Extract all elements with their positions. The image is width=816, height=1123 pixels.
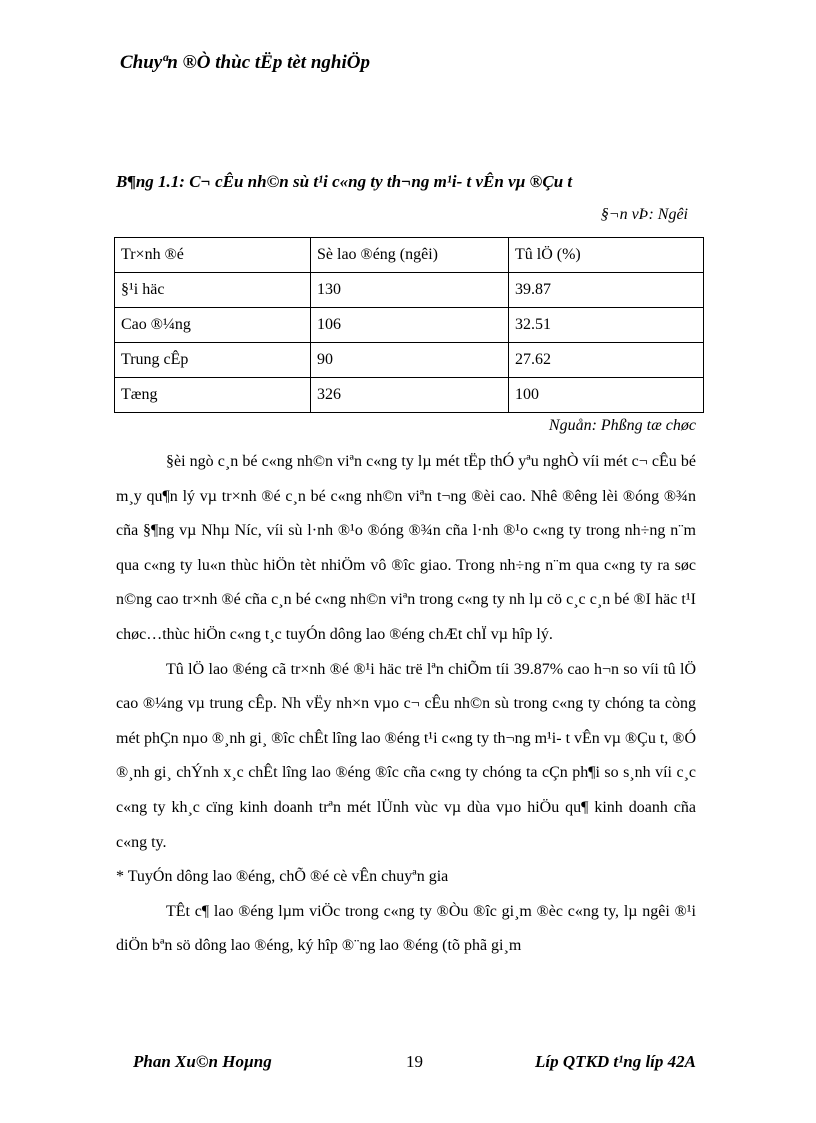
header-cell-count: Sè lao ®éng (ngêi)	[311, 238, 509, 273]
cell-ratio: 27.62	[509, 343, 704, 378]
table-row	[115, 343, 704, 378]
footer-class: Líp QTKD t¹ng líp 42A	[535, 1052, 696, 1071]
page-number: 19	[406, 1052, 423, 1071]
table-row	[115, 273, 704, 308]
header-cell-level: Tr×nh ®é	[115, 238, 311, 273]
footer-author: Phan Xu©n Hoµng	[133, 1052, 272, 1071]
cell-ratio: 39.87	[509, 273, 704, 308]
running-header: Chuyªn ®Ò thùc tËp tèt nghiÖp	[120, 52, 370, 73]
cell-count: 106	[311, 308, 509, 343]
paragraph: Tû lÖ lao ®éng cã tr×nh ®é ®¹i häc trë lªn chiÕm tíi 39.87% cao h¬n so víi tû lÖ cao ®¼ng vµ trung cÊp. Nh vËy nh×n vµo c¬ cÊu nh©n sù trong c«ng ty chóng ta còng mét phÇn nµo ®¸nh gi¸ ®îc chÊt lîng lao ®éng t¹i c«ng ty th¬ng m¹i- t vÊn vµ ®Çu t, ®Ó ®¸nh gi¸ chÝnh x¸c chÊt lîng lao ®éng ®îc cña c«ng ty chóng ta cÇn ph¶i so s¸nh víi c¸c c«ng ty kh¸c cïng kinh doanh trªn mét lÜnh vùc vµ dùa vµo hiÖu qu¶ kinh doanh cña c«ng ty.	[116, 660, 696, 851]
table-row	[115, 308, 704, 343]
table-source-note: Nguån: Phßng tæ chøc	[548, 417, 696, 434]
table-unit-note: §¬n vÞ: Ngêi	[600, 206, 688, 223]
cell-count: 326	[311, 378, 509, 413]
table-row-total	[115, 378, 704, 413]
cell-ratio: 100	[509, 378, 704, 413]
cell-level: Tæng	[115, 378, 311, 413]
header-cell-ratio: Tû lÖ (%)	[509, 238, 704, 273]
cell-level: §¹i häc	[115, 273, 311, 308]
cell-level: Cao ®¼ng	[115, 308, 311, 343]
section-bullet: * TuyÓn dông lao ®éng, chÕ ®é cè vÊn chuyªn gia	[116, 868, 449, 886]
paragraph: §èi ngò c¸n bé c«ng nh©n viªn c«ng ty lµ mét tËp thÓ yªu nghÒ víi mét c¬ cÊu bé m¸y qu¶n lý vµ tr×nh ®é c¸n bé c«ng nh©n viªn t¬ng ®èi cao. Nhê ®êng lèi ®óng ®¾n cña §¶ng vµ Nhµ Níc, víi sù l·nh ®¹o ®óng ®¾n cña l·nh ®¹o c«ng ty trong nh÷ng n¨m qua c«ng ty lu«n thùc hiÖn tèt nhiÖm vô ®îc giao. Trong nh÷ng n¨m qua c«ng ty ra søc n©ng cao tr×nh ®é cña c¸n bé c«ng nh©n viªn trong c«ng ty nh lµ cö c¸c c¸n bé ®I häc t¹I chøc…thùc hiÖn c«ng t¸c tuyÓn dông lao ®éng chÆt chÏ vµ hîp lý.	[116, 453, 696, 643]
cell-level: Trung cÊp	[115, 343, 311, 378]
table-caption: B¶ng 1.1: C¬ cÊu nh©n sù t¹i c«ng ty th¬ng m¹i- t vÊn vµ ®Çu t	[116, 172, 573, 191]
paragraph: TÊt c¶ lao ®éng lµm viÖc trong c«ng ty ®Òu ®îc gi¸m ®èc c«ng ty, lµ ngêi ®¹i diÖn bªn sö dông lao ®éng, ký hîp ®¨ng lao ®éng (tõ phã gi¸m	[116, 902, 696, 955]
staff-structure-table	[114, 237, 704, 413]
cell-count: 130	[311, 273, 509, 308]
body-text	[116, 445, 696, 964]
cell-count: 90	[311, 343, 509, 378]
table-header-row	[115, 238, 704, 273]
cell-ratio: 32.51	[509, 308, 704, 343]
